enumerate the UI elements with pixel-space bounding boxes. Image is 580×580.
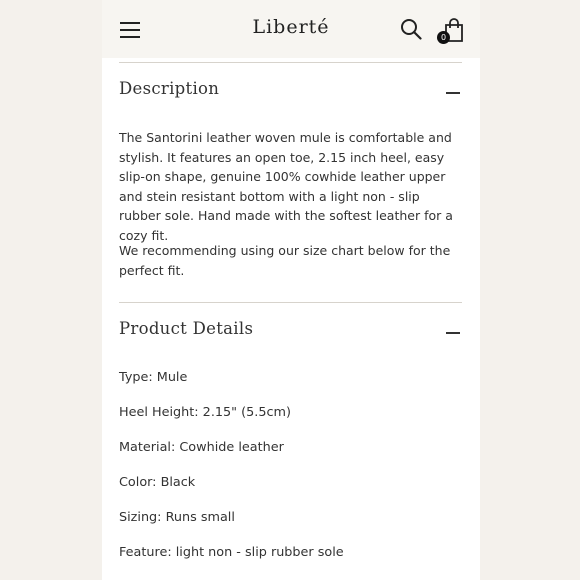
collapse-description-icon[interactable] — [446, 92, 460, 94]
cart-count-badge: 0 — [437, 31, 450, 44]
description-paragraph: The Santorini leather woven mule is comfortable and stylish. It features an open toe, 2.15 inch heel, easy slip-on shape, genuine 100% cowhide leather upper and stein resistant bottom with a light non - slip rubber sole. Hand made with the softest leather for a cozy fit. — [119, 130, 453, 243]
product-page — [102, 0, 480, 580]
product-details-heading[interactable]: Product Details — [119, 319, 254, 338]
detail-feature: Feature: light non - slip rubber sole — [119, 545, 344, 560]
divider — [119, 62, 462, 63]
detail-color: Color: Black — [119, 475, 196, 490]
search-icon[interactable] — [400, 18, 422, 40]
detail-type: Type: Mule — [119, 370, 188, 385]
description-heading[interactable]: Description — [119, 79, 220, 98]
cart-button[interactable] — [438, 16, 466, 44]
site-header — [102, 0, 480, 58]
divider — [119, 302, 462, 303]
detail-heel-height: Heel Height: 2.15" (5.5cm) — [119, 405, 291, 420]
size-chart-note: We recommending using our size chart below for the perfect fit. — [119, 243, 451, 278]
collapse-product-details-icon[interactable] — [446, 332, 460, 334]
detail-sizing: Sizing: Runs small — [119, 510, 235, 525]
detail-material: Material: Cowhide leather — [119, 440, 284, 455]
brand-logo[interactable]: Liberté — [252, 16, 330, 38]
